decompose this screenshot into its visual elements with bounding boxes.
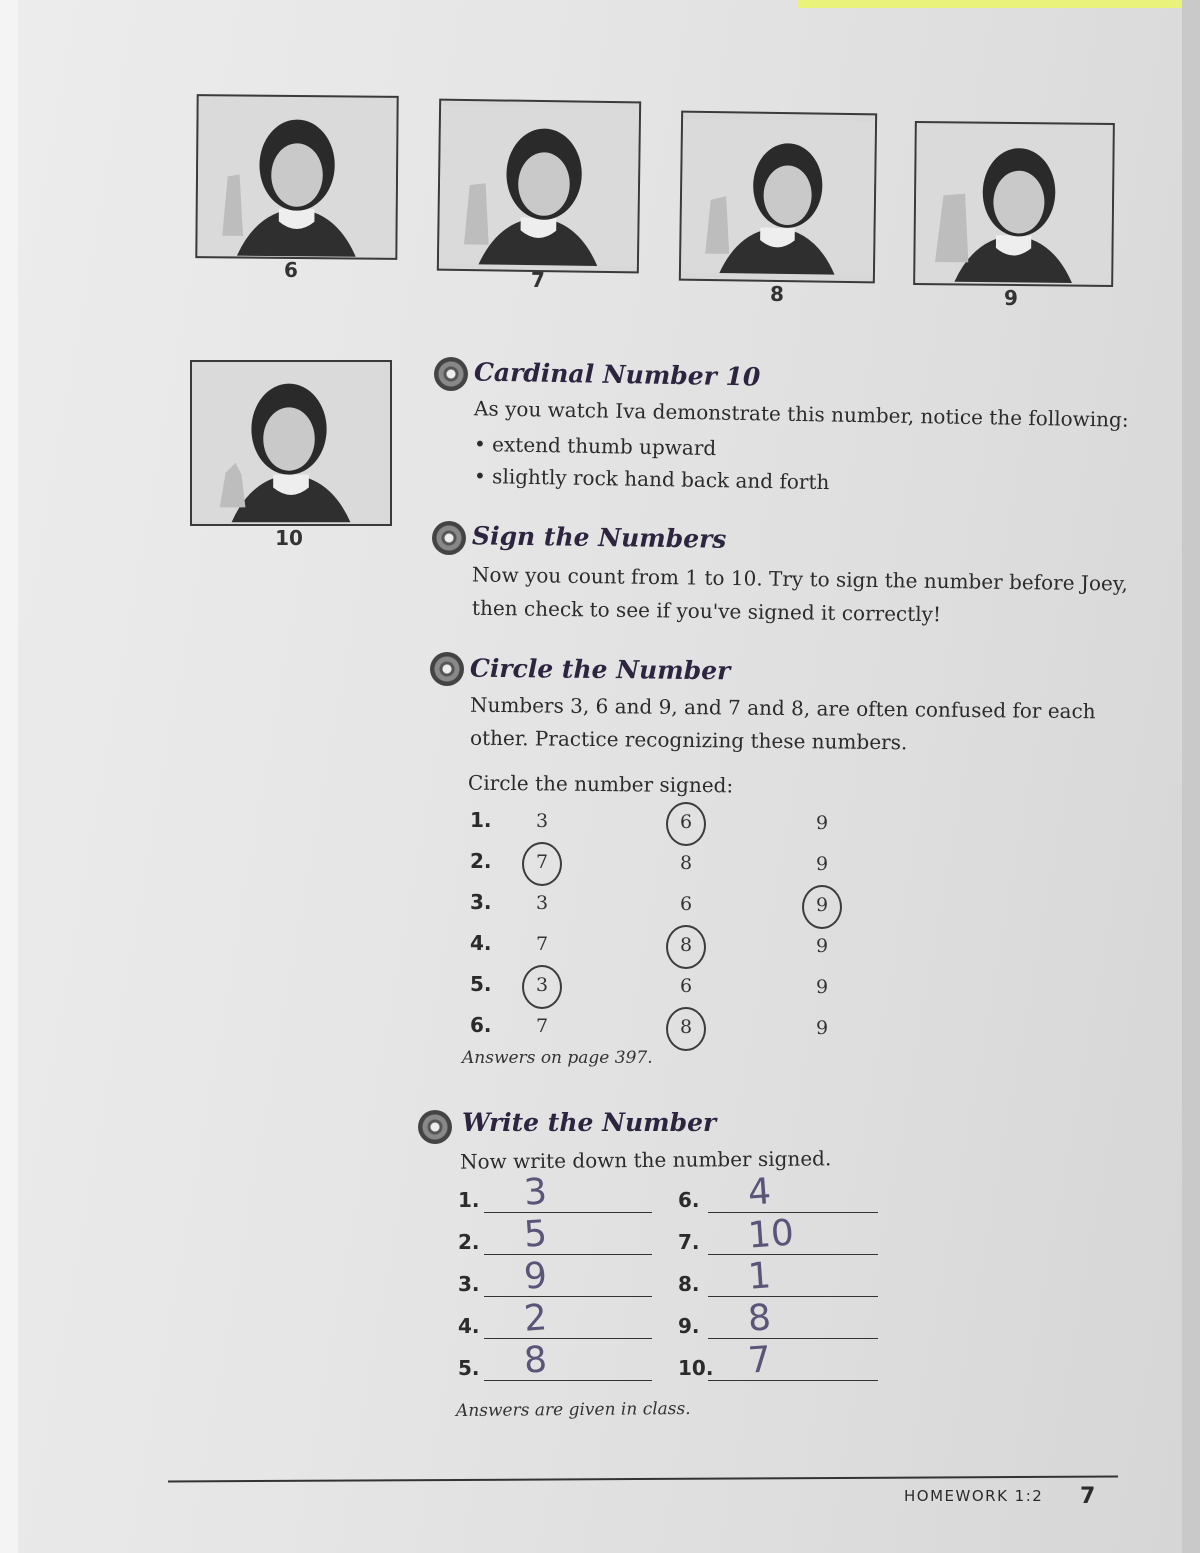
sticky-note-edge — [798, 0, 1182, 8]
photo-sign-6 — [195, 94, 398, 260]
cd-icon — [430, 652, 464, 686]
person-signing-icon — [915, 123, 1113, 285]
answer-line[interactable] — [484, 1212, 652, 1213]
workbook-page — [18, 0, 1182, 1553]
write-item-number: 1. — [458, 1188, 480, 1212]
write-item-number: 2. — [458, 1230, 480, 1254]
photo-sign-7 — [437, 99, 641, 274]
circle-instruction: Circle the number signed: — [467, 770, 734, 798]
circled-option[interactable]: 8 — [674, 1016, 698, 1038]
photo-sign-9 — [913, 121, 1115, 287]
circle-item-number: 3. — [470, 890, 492, 914]
circle-option[interactable]: 6 — [679, 975, 693, 997]
photo-label-7: 7 — [531, 268, 545, 292]
person-signing-icon — [681, 113, 875, 282]
circle-option[interactable]: 3 — [535, 810, 549, 832]
handwritten-answer: 8 — [522, 1339, 549, 1382]
cd-icon — [434, 357, 468, 391]
photo-label-6: 6 — [284, 258, 298, 282]
cd-icon — [432, 521, 466, 555]
footer-section-label: HOMEWORK 1:2 — [904, 1487, 1044, 1505]
photo-label-9: 9 — [1004, 286, 1018, 310]
circled-option[interactable]: 8 — [674, 934, 698, 956]
page-edge — [0, 0, 18, 1553]
circled-option[interactable]: 6 — [674, 811, 698, 833]
cardinal-intro: As you watch Iva demonstrate this number, notice the following: — [473, 396, 1129, 432]
write-instruction: Now write down the number signed. — [459, 1146, 832, 1174]
circle-option[interactable]: 7 — [535, 933, 549, 955]
circle-line-2: other. Practice recognizing these numbers. — [469, 725, 908, 755]
answer-line[interactable] — [484, 1338, 652, 1339]
photo-label-10: 10 — [275, 526, 303, 550]
handwritten-answer: 9 — [522, 1255, 549, 1298]
person-signing-icon — [192, 362, 390, 524]
circle-option[interactable]: 6 — [679, 893, 693, 915]
circle-item-number: 5. — [470, 972, 492, 996]
answer-line[interactable] — [708, 1338, 878, 1339]
cardinal-bullet-2: • slightly rock hand back and forth — [473, 463, 830, 495]
section-title-cardinal: Cardinal Number 10 — [473, 357, 761, 392]
handwritten-answer: 1 — [746, 1255, 773, 1298]
write-item-number: 6. — [678, 1188, 700, 1212]
handwritten-answer: 5 — [522, 1213, 549, 1256]
write-item-number: 5. — [458, 1356, 480, 1380]
cardinal-bullet-1: • extend thumb upward — [473, 431, 717, 461]
answer-line[interactable] — [484, 1254, 652, 1255]
write-answers-note: Answers are given in class. — [455, 1398, 691, 1422]
circle-option[interactable]: 9 — [815, 812, 829, 834]
circle-option[interactable]: 3 — [535, 892, 549, 914]
circled-option[interactable]: 7 — [530, 851, 554, 873]
section-title-circle: Circle the Number — [469, 653, 731, 686]
circle-item-number: 2. — [470, 849, 492, 873]
photo-label-8: 8 — [770, 282, 784, 306]
answer-line[interactable] — [708, 1212, 878, 1213]
circle-option[interactable]: 8 — [679, 852, 693, 874]
section-title-sign: Sign the Numbers — [471, 521, 727, 554]
footer-rule — [168, 1476, 1118, 1483]
answer-line[interactable] — [708, 1254, 878, 1255]
handwritten-answer: 4 — [746, 1171, 773, 1214]
photo-sign-10 — [190, 360, 392, 526]
write-item-number: 10. — [678, 1356, 714, 1380]
section-title-write: Write the Number — [462, 1108, 717, 1137]
answer-line[interactable] — [708, 1380, 878, 1381]
write-item-number: 7. — [678, 1230, 700, 1254]
write-item-number: 8. — [678, 1272, 700, 1296]
circled-option[interactable]: 3 — [530, 974, 554, 996]
write-item-number: 3. — [458, 1272, 480, 1296]
handwritten-answer: 7 — [746, 1339, 773, 1382]
answer-line[interactable] — [484, 1296, 652, 1297]
cd-icon — [418, 1110, 452, 1144]
handwritten-answer: 3 — [522, 1171, 549, 1214]
write-item-number: 4. — [458, 1314, 480, 1338]
circle-line-1: Numbers 3, 6 and 9, and 7 and 8, are often confused for each — [469, 692, 1096, 724]
circle-option[interactable]: 9 — [815, 853, 829, 875]
circle-option[interactable]: 9 — [815, 976, 829, 998]
write-item-number: 9. — [678, 1314, 700, 1338]
sign-line-2: then check to see if you've signed it correctly! — [471, 595, 942, 627]
circle-item-number: 4. — [470, 931, 492, 955]
photo-sign-8 — [679, 111, 877, 284]
page-number: 7 — [1080, 1484, 1096, 1509]
handwritten-answer: 2 — [522, 1297, 549, 1340]
circle-answers-note: Answers on page 397. — [462, 1048, 653, 1068]
circle-item-number: 1. — [470, 808, 492, 832]
sign-line-1: Now you count from 1 to 10. Try to sign the number before Joey, — [471, 562, 1128, 596]
person-signing-icon — [439, 101, 639, 272]
circle-item-number: 6. — [470, 1013, 492, 1037]
handwritten-answer: 8 — [746, 1297, 773, 1340]
handwritten-answer: 10 — [746, 1212, 796, 1257]
circle-option[interactable]: 9 — [815, 1017, 829, 1039]
circle-option[interactable]: 9 — [815, 935, 829, 957]
person-signing-icon — [197, 96, 396, 258]
answer-line[interactable] — [484, 1380, 652, 1381]
answer-line[interactable] — [708, 1296, 878, 1297]
circle-option[interactable]: 7 — [535, 1015, 549, 1037]
circled-option[interactable]: 9 — [810, 894, 834, 916]
